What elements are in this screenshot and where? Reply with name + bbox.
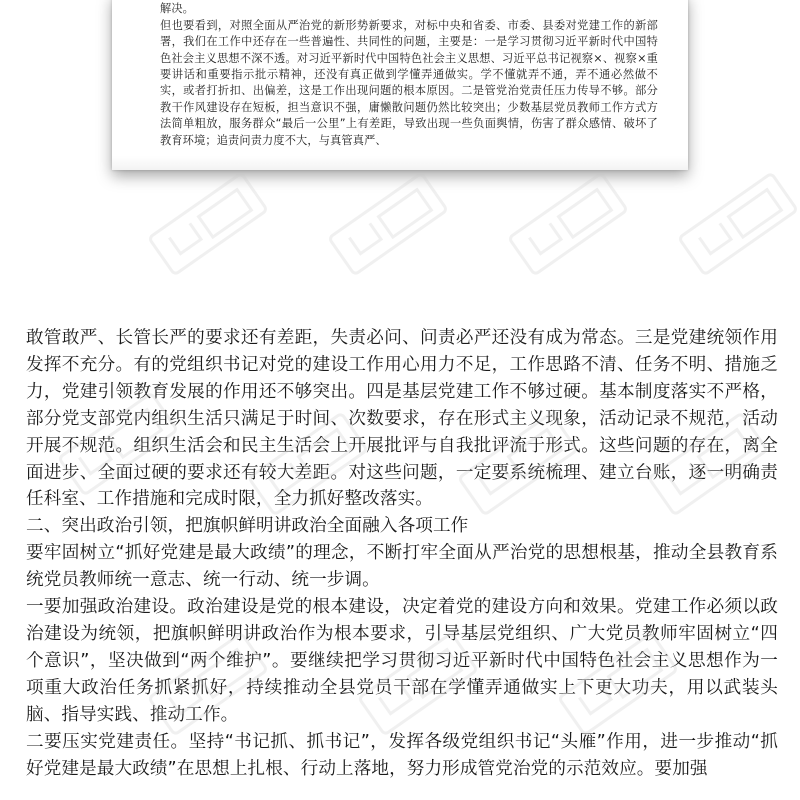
article-paragraph: 二要压实党建责任。坚持“书记抓、抓书记”，发挥各级党组织书记“头雁”作用，进一步推动“抓好党建是最大政绩”在思想上扎根、行动上落地，努力形成管党治党的示范效应。要加强: [26, 731, 778, 779]
document-preview-page: [112, 0, 688, 170]
watermark-logo-icon: [677, 171, 800, 277]
article-paragraph: 敢管敢严、长管长严的要求还有差距，失责必问、问责必严还没有成为常态。三是党建统领作用发挥不充分。有的党组织书记对党的建设工作用心用力不足，工作思路不清、任务不明、措施乏力，党建引领教育发展的作用还不够突出。四是基层党建工作不够过硬。基本制度落实不严格，部分党支部党内组织生活只满足于时间、次数要求，存在形式主义现象，活动记录不规范，活动开展不规范。组织生活会和民主生活会上开展批评与自我批评流于形式。这些问题的存在，离全面进步、全面过硬的要求还有较大差距。对这些问题，一定要系统梳理、建立台账，逐一明确责任科室、工作措施和完成时限，全力抓好整改落实。: [26, 328, 778, 510]
preview-page-text: [160, 0, 658, 149]
page-bottom-shade: [112, 156, 688, 170]
watermark-logo-icon: [327, 171, 450, 277]
preview-paragraph: 但也要看到，对照全面从严治党的新形势新要求，对标中央和省委、市委、县委对党建工作的新部署，我们在工作中还存在一些普遍性、共同性的问题，主要是：一是学习贯彻习近平新时代中国特色社会主义思想不深不透。对习近平新时代中国特色社会主义思想、习近平总书记视察×、视察×重要讲话和重要指示批示精神，还没有真正做到学懂弄通做实。学不懂就弄不通，弄不通必然做不实，或者打折扣、出偏差，这是工作出现问题的根本原因。二是管党治党责任压力传导不够。部分教干作风建设存在短板，担当意识不强，庸懒散问题仍然比较突出；少数基层党员教师工作方式方法简单粗放，服务群众“最后一公里”上有差距，导致出现一些负面舆情，伤害了群众感情、破坏了教育环境；追责问责力度不大，与真管真严、: [160, 18, 658, 147]
article-paragraph: 要牢固树立“抓好党建是最大政绩”的理念，不断打牢全面从严治党的思想根基，推动全县教育系统党员教师统一意志、统一行动、统一步调。: [26, 543, 778, 591]
watermark-logo-icon: [147, 171, 270, 277]
section-heading: 二、突出政治引领，把旗帜鲜明讲政治全面融入各项工作: [26, 516, 469, 537]
watermark-logo-icon: [507, 171, 630, 277]
article-paragraph: 一要加强政治建设。政治建设是党的根本建设，决定着党的建设方向和效果。党建工作必须以政治建设为统领，把旗帜鲜明讲政治作为根本要求，引导基层党组织、广大党员教师牢固树立“四个意识”，坚决做到“两个维护”。要继续把学习贯彻习近平新时代中国特色社会主义思想作为一项重大政治任务抓紧抓好，持续推动全县党员干部在学懂弄通做实上下更大功夫，用以武装头脑、指导实践、推动工作。: [26, 597, 778, 725]
article-body: [26, 325, 778, 782]
preview-line: 解决。: [160, 2, 195, 16]
